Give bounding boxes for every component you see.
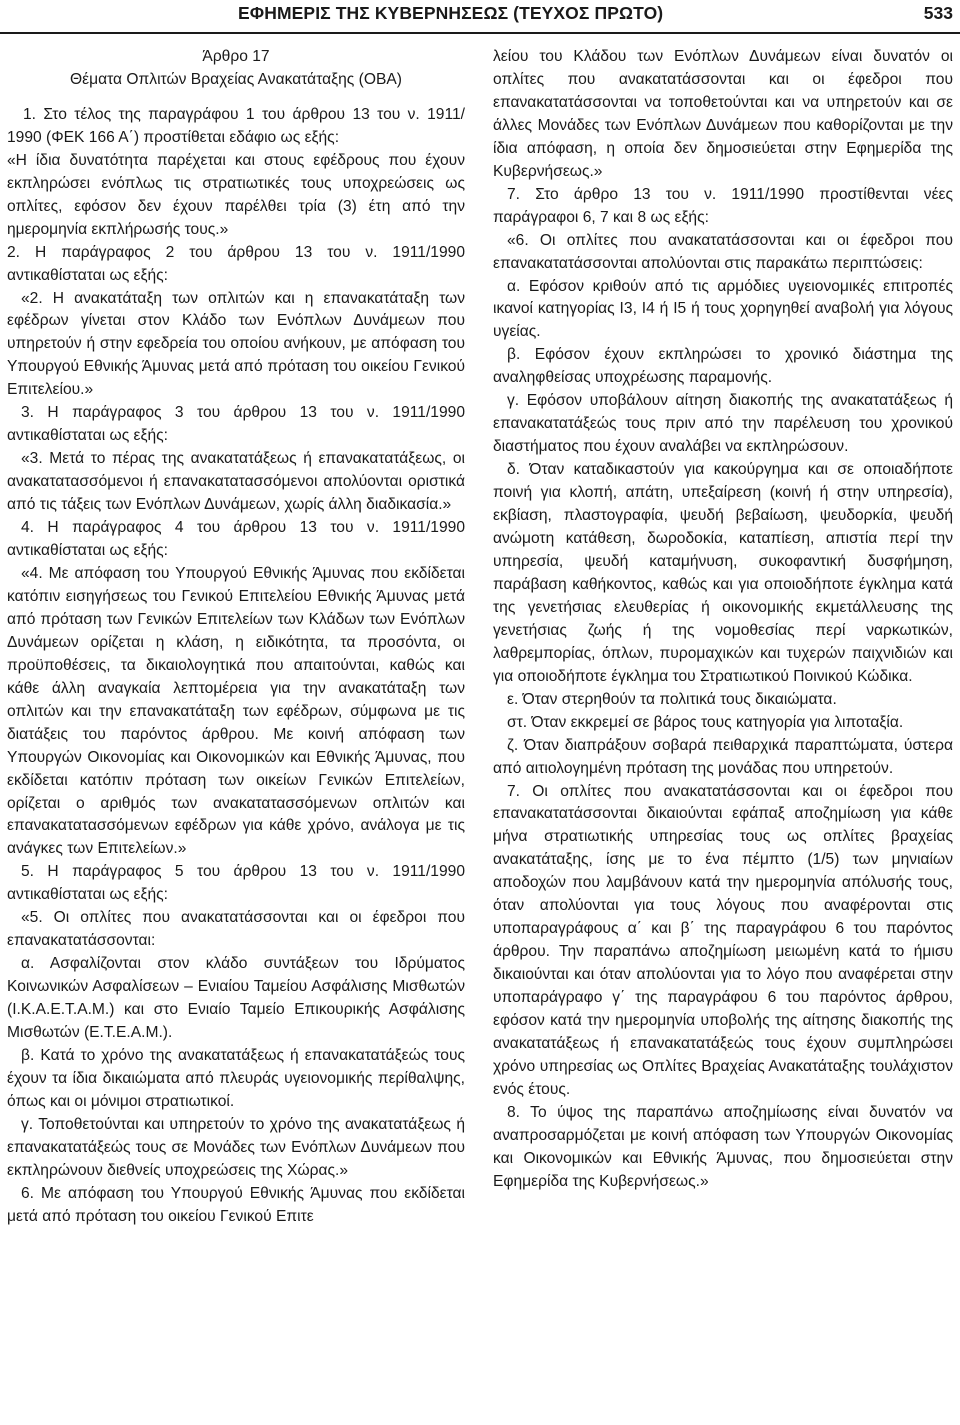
paragraph: «3. Μετά το πέρας της ανακατατάξεως ή επανακατατάξεως, οι ανακατατασσόμενοι ή επανακατατασσόμενοι απολύονται οριστικά από τις τάξεις των Ενόπλων Δυνάμεων, χωρίς άλλη διαδικασία.» bbox=[7, 450, 465, 514]
left-column bbox=[7, 46, 465, 1229]
paragraph: 5. Η παράγραφος 5 του άρθρου 13 του ν. 1911/1990 αντικαθίσταται ως εξής: bbox=[7, 863, 465, 904]
right-column bbox=[493, 46, 953, 1194]
paragraph: «Η ίδια δυνατότητα παρέχεται και στους εφέδρους που έχουν εκπληρώσει ενόπλως τις στρατιωτικές τους υποχρεώσεις ως οπλίτες, εφόσον δεν έχουν παρέλθει τρία (3) έτη από την ημερομηνία εκπλήρωσής τους.» bbox=[7, 151, 465, 238]
paragraph: 4. Η παράγραφος 4 του άρθρου 13 του ν. 1911/1990 αντικαθίσταται ως εξής: bbox=[7, 519, 465, 560]
paragraph: 2. Η παράγραφος 2 του άρθρου 13 του ν. 1911/1990 αντικαθίσταται ως εξής: bbox=[7, 243, 465, 284]
paragraph: 7. Στο άρθρο 13 του ν. 1911/1990 προστίθενται νέες παράγραφοι 6, 7 και 8 ως εξής: bbox=[493, 185, 953, 226]
article-title: Θέματα Οπλιτών Βραχείας Ανακατάταξης (ΟΒΑ) bbox=[70, 70, 402, 88]
paragraph: στ. Όταν εκκρεμεί σε βάρος τους κατηγορία για λιποταξία. bbox=[507, 713, 904, 731]
paragraph: δ. Όταν καταδικαστούν για κακούργημα και σε οποιαδήποτε ποινή για κλοπή, απάτη, υπεξαίρεση (κοινή ή στην υπηρεσία), εκβίαση, πλαστογραφία, ψευδή βεβαίωση, ψευδορκία, ψευδή ανώμοτη κατάθεση, δωροδοκία, καταπίεση, απιστία περί την υπηρεσία, ψευδή καταμήνυση, συκοφαντική δυσφήμηση, παράβαση καθήκοντος, καθώς και για οποιοδήποτε έγκλημα κατά της γενετήσιας ελευθερίας ή οικονομικής εκμετάλλευσης της γενετήσιας ζωής ή της νομοθεσίας περί ναρκωτικών, λαθρεμπορίας, όπλων, πυρομαχικών και τυχερών παιχνιδιών και για οποιοδήποτε έγκλημα του Στρατιωτικού Ποινικού Κώδικα. bbox=[493, 461, 953, 685]
paragraph: «6. Οι οπλίτες που ανακατατάσσονται και οι έφεδροι που επανακατατάσσονται απολύονται στις παρακάτω περιπτώσεις: bbox=[493, 231, 953, 272]
page-header bbox=[0, 0, 960, 36]
paragraph: 8. Το ύψος της παραπάνω αποζημίωσης είναι δυνατόν να αναπροσαρμόζεται με κοινή απόφαση των Υπουργών Οικονομίας και Οικονομικών και Εθνικής Άμυνας, που δημοσιεύεται στην Εφημερίδα της Κυβερνήσεως.» bbox=[493, 1103, 953, 1190]
paragraph: γ. Τοποθετούνται και υπηρετούν το χρόνο της ανακατατάξεως ή επανακατατάξεώς τους σε Μονάδες των Ενόπλων Δυνάμεων που εκπληρώνουν διεθνείς υποχρεώσεις της Χώρας.» bbox=[7, 1115, 465, 1179]
gazette-title: ΕΦΗΜΕΡΙΣ ΤΗΣ ΚΥΒΕΡΝΗΣΕΩΣ (ΤΕΥΧΟΣ ΠΡΩΤΟ) bbox=[238, 3, 664, 23]
article-number: Άρθρο 17 bbox=[202, 48, 270, 65]
paragraph: 1. Στο τέλος της παραγράφου 1 του άρθρου 13 του ν. 1911/ 1990 (ΦΕΚ 166 Α΄) προστίθεται εδάφιο ως εξής: bbox=[7, 105, 465, 146]
paragraph: 7. Οι οπλίτες που ανακατατάσσονται και οι έφεδροι που επανακατατάσσονται δικαιούνται εφάπαξ αποζημίωση για κάθε μήνα στρατιωτικής υπηρεσίας τους ως οπλίτες βραχείας ανακατάταξης, ίσης με το ένα πέμπτο (1/5) των μηνιαίων αποδοχών που λαμβάνουν κατά την ημερομηνία απόλυσής τους, όταν απολύονται για τους λόγους που αναφέρονται στις υποπαραγράφους α΄ και β΄ της παραγράφου 6 του παρόντος άρθρου. Την παραπάνω αποζημίωση μειωμένη κατά το ήμισυ δικαιούνται και όταν απολύονται για το λόγο που αναφέρεται στην υποπαράγραφο γ΄ της παραγράφου 6 του παρόντος άρθρου, εφόσον κατά την ημερομηνία υποβολής της αίτησης διακοπής της ανακατατάξεως ή επανακατατάξεώς τους έχουν συμπληρώσει χρόνο υπηρεσίας ως Οπλίτες Βραχείας Ανακατάταξης τουλάχιστον ενός έτους. bbox=[493, 782, 953, 1098]
paragraph: 3. Η παράγραφος 3 του άρθρου 13 του ν. 1911/1990 αντικαθίσταται ως εξής: bbox=[7, 404, 465, 445]
header-divider bbox=[0, 32, 960, 34]
paragraph: «4. Με απόφαση του Υπουργού Εθνικής Άμυνας που εκδίδεται κατόπιν εισηγήσεως του Γενικού Επιτελείου Εθνικής Άμυνας μετά από πρόταση των Γενικών Επιτελείων των Κλάδων των Ενόπλων Δυνάμεων ορίζεται η κλάση, η ειδικότητα, τα προσόντα, οι προϋποθέσεις, τα δικαιολογητικά που απαιτούνται, καθώς και κάθε άλλη αναγκαία λεπτομέρεια για την ανακατάταξη των οπλιτών και την επανακατάταξη των εφέδρων, σύμφωνα με τις διατάξεις του παρόντος άρθρου. Με κοινή απόφαση των Υπουργών Οικονομίας και Οικονομικών και Εθνικής Άμυνας, που εκδίδεται κατόπιν πρόταση των οικείων Γενικών Επιτελείων, ορίζεται ο αριθμός των ανακατατασσόμενων οπλιτών και επανακατατασσόμενων εφέδρων για κάθε χρόνο, ανάλογα με τις ανάγκες των Επιτελείων.» bbox=[7, 564, 465, 858]
paragraph: ε. Όταν στερηθούν τα πολιτικά τους δικαιώματα. bbox=[507, 690, 837, 708]
paragraph: 6. Με απόφαση του Υπουργού Εθνικής Άμυνας που εκδίδεται μετά από πρόταση του οικείου Γενικού Επιτε bbox=[7, 1184, 465, 1225]
paragraph: γ. Εφόσον υποβάλουν αίτηση διακοπής της ανακατατάξεως ή επανακατατάξεώς τους πριν από την παρέλευση του χρονικού διαστήματος που έχουν αναλάβει να εκπληρώσουν. bbox=[493, 392, 953, 456]
paragraph: «5. Οι οπλίτες που ανακατατάσσονται και οι έφεδροι που επανακατατάσσονται: bbox=[7, 909, 465, 950]
page-number: 533 bbox=[923, 3, 953, 23]
paragraph: «2. Η ανακατάταξη των οπλιτών και η επανακατάταξη των εφέδρων γίνεται στον Κλάδο των Ενόπλων Δυνάμεων που υπηρετούν ή στην εφεδρεία του οποίου ανήκουν, με απόφαση του Υπουργού Εθνικής Άμυνας μετά από πρόταση του οικείου Γενικού Επιτελείου.» bbox=[7, 289, 465, 399]
paragraph: λείου του Κλάδου των Ενόπλων Δυνάμεων είναι δυνατόν οι οπλίτες που ανακατατάσσονται και οι έφεδροι που επανακατατάσσονται να τοποθετούνται και να υπηρετούν και σε άλλες Μονάδες των Ενόπλων Δυνάμεων που καθορίζονται με την ίδια απόφαση, η οποία δεν δημοσιεύεται στην Εφημερίδα της Κυβερνήσεως.» bbox=[493, 48, 953, 180]
paragraph: α. Ασφαλίζονται στον κλάδο συντάξεων του Ιδρύματος Κοινωνικών Ασφαλίσεων – Ενιαίου Ταμείου Ασφάλισης Μισθωτών (Ι.Κ.Α.Ε.Τ.Α.Μ.) και στο Ενιαίο Ταμείο Επικουρικής Ασφάλισης Μισθωτών (Ε.Τ.Ε.Α.Μ.). bbox=[7, 955, 465, 1042]
paragraph: β. Κατά το χρόνο της ανακατατάξεως ή επανακατατάξεώς τους έχουν τα ίδια δικαιώματα από πλευράς υγειονομικής περίθαλψης, όπως και οι μόνιμοι στρατιωτικοί. bbox=[7, 1046, 465, 1110]
paragraph: β. Εφόσον έχουν εκπληρώσει το χρονικό διάστημα της αναληφθείσας υποχρέωσης παραμονής. bbox=[493, 346, 953, 387]
paragraph: α. Εφόσον κριθούν από τις αρμόδιες υγειονομικές επιτροπές ικανοί κατηγορίας Ι3, Ι4 ή Ι5 ή τους χορηγηθεί αναβολή για λόγους υγείας. bbox=[493, 277, 953, 341]
paragraph: ζ. Όταν διαπράξουν σοβαρά πειθαρχικά παραπτώματα, ύστερα από αιτιολογημένη πρόταση της μονάδας που υπηρετούν. bbox=[493, 736, 953, 777]
